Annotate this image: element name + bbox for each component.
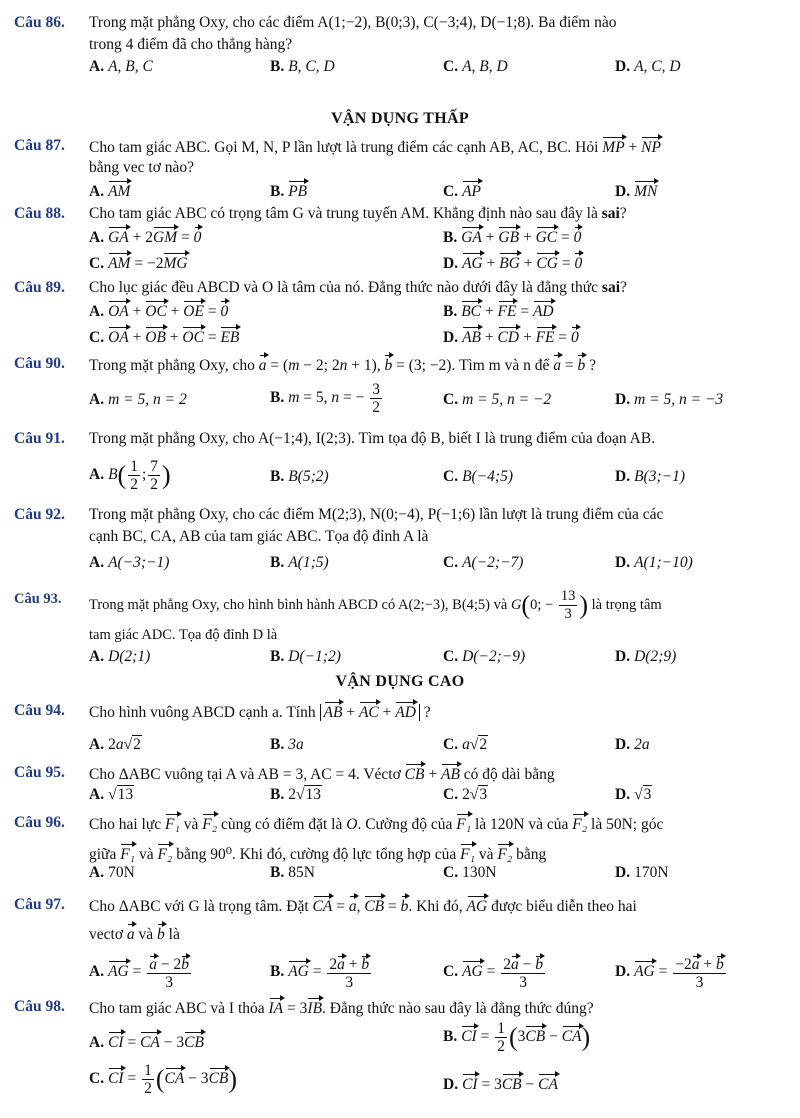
question-86 bbox=[0, 12, 800, 78]
question-text-cont: giữa F₁ và F₂ bằng 90⁰. Khi đó, cường độ lực tổng hợp của F₁ và F₂ bằng bbox=[89, 842, 786, 866]
option-a[interactable]: A. AG = $\frac{a - 2b}{3}$ bbox=[89, 956, 189, 991]
question-98 bbox=[0, 996, 800, 1098]
option-b[interactable]: B. m = 5, n = − $\frac{3}{2}$ bbox=[270, 381, 381, 416]
question-91 bbox=[0, 428, 800, 493]
section-heading-high: VẬN DỤNG CAO bbox=[335, 673, 465, 690]
option-a[interactable]: A. 70N bbox=[89, 864, 135, 881]
question-text: Cho tam giác ABC. Gọi M, N, P lần lượt là trung điểm các cạnh AB, AC, BC. Hỏi MP + NP bbox=[89, 135, 786, 159]
question-text-cont: tam giác ADC. Tọa độ đỉnh D là bbox=[89, 627, 278, 643]
option-b[interactable]: B. D(−1;2) bbox=[270, 648, 341, 665]
section-heading-low: VẬN DỤNG THẤP bbox=[331, 110, 469, 127]
option-c[interactable]: C. a√2 bbox=[443, 736, 488, 753]
question-text-cont: cạnh BC, CA, AB của tam giác ABC. Tọa độ đỉnh A là bbox=[89, 528, 429, 545]
option-b[interactable]: B. 85N bbox=[270, 864, 315, 881]
option-d[interactable]: D. m = 5, n = −3 bbox=[615, 391, 724, 408]
option-b[interactable]: B. AG = $\frac{2a + b}{3}$ bbox=[270, 956, 370, 991]
question-text: Cho ΔABC với G là trọng tâm. Đặt CA = a, CB = b. Khi đó, AG được biểu diễn theo hai bbox=[89, 894, 786, 918]
question-label: Câu 88. bbox=[14, 205, 65, 222]
question-label: Câu 90. bbox=[14, 355, 65, 372]
question-label: Câu 97. bbox=[14, 896, 65, 913]
question-text-cont: bằng vec tơ nào? bbox=[89, 159, 195, 176]
question-text: Cho hai lực F₁ và F₂ cùng có điểm đặt là O. Cường độ của F₁ là 120N và của F₂ là 50N; góc bbox=[89, 812, 786, 836]
question-89 bbox=[0, 277, 800, 347]
option-c[interactable]: C. AP bbox=[443, 179, 481, 203]
question-label: Câu 86. bbox=[14, 14, 65, 31]
option-a[interactable]: A. B( $\frac{1}{2}$ ; $\frac{7}{2}$ ) bbox=[89, 458, 171, 493]
option-a[interactable]: A. GA + 2GM = 0 bbox=[89, 225, 201, 249]
question-label: Câu 91. bbox=[14, 430, 65, 447]
option-b[interactable]: B. PB bbox=[270, 179, 307, 203]
question-87 bbox=[0, 135, 800, 201]
option-a[interactable]: A. √13 bbox=[89, 786, 134, 803]
option-c[interactable]: C. 2√3 bbox=[443, 786, 488, 803]
question-text: Cho tam giác ABC có trọng tâm G và trung tuyến AM. Khẳng định nào sau đây là sai? bbox=[89, 205, 627, 222]
question-94 bbox=[0, 700, 800, 753]
question-text: Cho hình vuông ABCD cạnh a. Tính AB + AC + AD ? bbox=[89, 700, 786, 724]
question-text-cont: vectơ a và b là bbox=[89, 922, 786, 946]
option-c[interactable]: C. AM = −2MG bbox=[89, 251, 188, 275]
option-a[interactable]: A. 2a√2 bbox=[89, 736, 141, 753]
option-d[interactable]: D. √3 bbox=[615, 786, 652, 803]
question-text: Cho ΔABC vuông tại A và AB = 3, AC = 4. Véctơ CB + AB có độ dài bằng bbox=[89, 762, 786, 786]
question-label: Câu 93. bbox=[14, 591, 62, 607]
question-label: Câu 92. bbox=[14, 506, 65, 523]
question-label: Câu 98. bbox=[14, 998, 65, 1015]
option-b[interactable]: B. BC + FE = AD bbox=[443, 299, 554, 323]
option-b[interactable]: B. B(5;2) bbox=[270, 468, 329, 485]
option-a[interactable]: A. m = 5, n = 2 bbox=[89, 391, 187, 408]
option-a[interactable]: A. D(2;1) bbox=[89, 648, 151, 665]
question-text: Trong mặt phẳng Oxy, cho các điểm M(2;3), N(0;−4), P(−1;6) lần lượt là trung điểm của các bbox=[89, 506, 664, 523]
option-c[interactable]: C. 130N bbox=[443, 864, 497, 881]
option-d[interactable]: D. CI = 3CB − CA bbox=[443, 1072, 558, 1096]
option-b[interactable]: B. A(1;5) bbox=[270, 554, 329, 571]
option-c[interactable]: C. m = 5, n = −2 bbox=[443, 391, 552, 408]
option-a[interactable]: A. AM bbox=[89, 179, 130, 203]
question-label: Câu 95. bbox=[14, 764, 65, 781]
question-text-cont: trong 4 điểm đã cho thẳng hàng? bbox=[89, 36, 293, 53]
option-d[interactable]: D. D(2;9) bbox=[615, 648, 677, 665]
option-d[interactable]: D. A, C, D bbox=[615, 58, 681, 75]
question-88 bbox=[0, 203, 800, 273]
option-c[interactable]: C. D(−2;−9) bbox=[443, 648, 526, 665]
question-text: Cho tam giác ABC và I thỏa IA = 3IB. Đẳng thức nào sau đây là đẳng thức đúng? bbox=[89, 996, 786, 1020]
option-d[interactable]: D. B(3;−1) bbox=[615, 468, 685, 485]
option-d[interactable]: D. 2a bbox=[615, 736, 650, 753]
option-c[interactable]: C. OA + OB + OC = EB bbox=[89, 325, 239, 349]
question-92 bbox=[0, 504, 800, 570]
option-a[interactable]: A. OA + OC + OE = 0 bbox=[89, 299, 228, 323]
question-text: Trong mặt phẳng Oxy, cho a = (m − 2; 2n + 1), b = (3; −2). Tìm m và n để a = b ? bbox=[89, 353, 786, 377]
option-d[interactable]: D. AB + CD + FE = 0 bbox=[443, 325, 579, 349]
option-b[interactable]: B. CI = $\frac{1}{2}$ (3CB − CA) bbox=[443, 1020, 591, 1055]
option-c[interactable]: C. B(−4;5) bbox=[443, 468, 513, 485]
option-b[interactable]: B. 2√13 bbox=[270, 786, 321, 803]
option-c[interactable]: C. A(−2;−7) bbox=[443, 554, 524, 571]
option-d[interactable]: D. 170N bbox=[615, 864, 669, 881]
option-d[interactable]: D. A(1;−10) bbox=[615, 554, 693, 571]
question-96 bbox=[0, 812, 800, 881]
question-text: Trong mặt phẳng Oxy, cho hình bình hành ABCD có A(2;−3), B(4;5) và G(0; − $\frac{13}{3}$ ) là trọng tâm bbox=[89, 588, 662, 622]
option-d[interactable]: D. AG + BG + CG = 0 bbox=[443, 251, 582, 275]
question-text: Trong mặt phẳng Oxy, cho A(−1;4), I(2;3). Tìm tọa độ B, biết I là trung điểm của đoạn AB. bbox=[89, 430, 656, 447]
question-label: Câu 96. bbox=[14, 814, 65, 831]
option-b[interactable]: B. 3a bbox=[270, 736, 304, 753]
option-c[interactable]: C. AG = $\frac{2a - b}{3}$ bbox=[443, 956, 543, 991]
question-label: Câu 89. bbox=[14, 279, 65, 296]
option-a[interactable]: A. CI = CA − 3CB bbox=[89, 1030, 204, 1054]
question-label: Câu 87. bbox=[14, 137, 65, 154]
question-93 bbox=[0, 588, 800, 665]
question-text: Trong mặt phẳng Oxy, cho các điểm A(1;−2), B(0;3), C(−3;4), D(−1;8). Ba điểm nào bbox=[89, 14, 617, 31]
option-d[interactable]: D. MN bbox=[615, 179, 657, 203]
option-a[interactable]: A. A, B, C bbox=[89, 58, 153, 75]
question-label: Câu 94. bbox=[14, 702, 65, 719]
option-d[interactable]: D. AG = $\frac{-2a + b}{3}$ bbox=[615, 956, 724, 991]
question-97 bbox=[0, 894, 800, 991]
option-a[interactable]: A. A(−3;−1) bbox=[89, 554, 170, 571]
question-95 bbox=[0, 762, 800, 806]
question-90 bbox=[0, 353, 800, 416]
question-text: Cho lục giác đều ABCD và O là tâm của nó. Đẳng thức nào dưới đây là đẳng thức sai? bbox=[89, 279, 627, 296]
option-b[interactable]: B. GA + GB + GC = 0 bbox=[443, 225, 581, 249]
option-b[interactable]: B. B, C, D bbox=[270, 58, 335, 75]
option-c[interactable]: C. A, B, D bbox=[443, 58, 508, 75]
option-c[interactable]: C. CI = $\frac{1}{2}$ (CA − 3CB) bbox=[89, 1062, 238, 1097]
